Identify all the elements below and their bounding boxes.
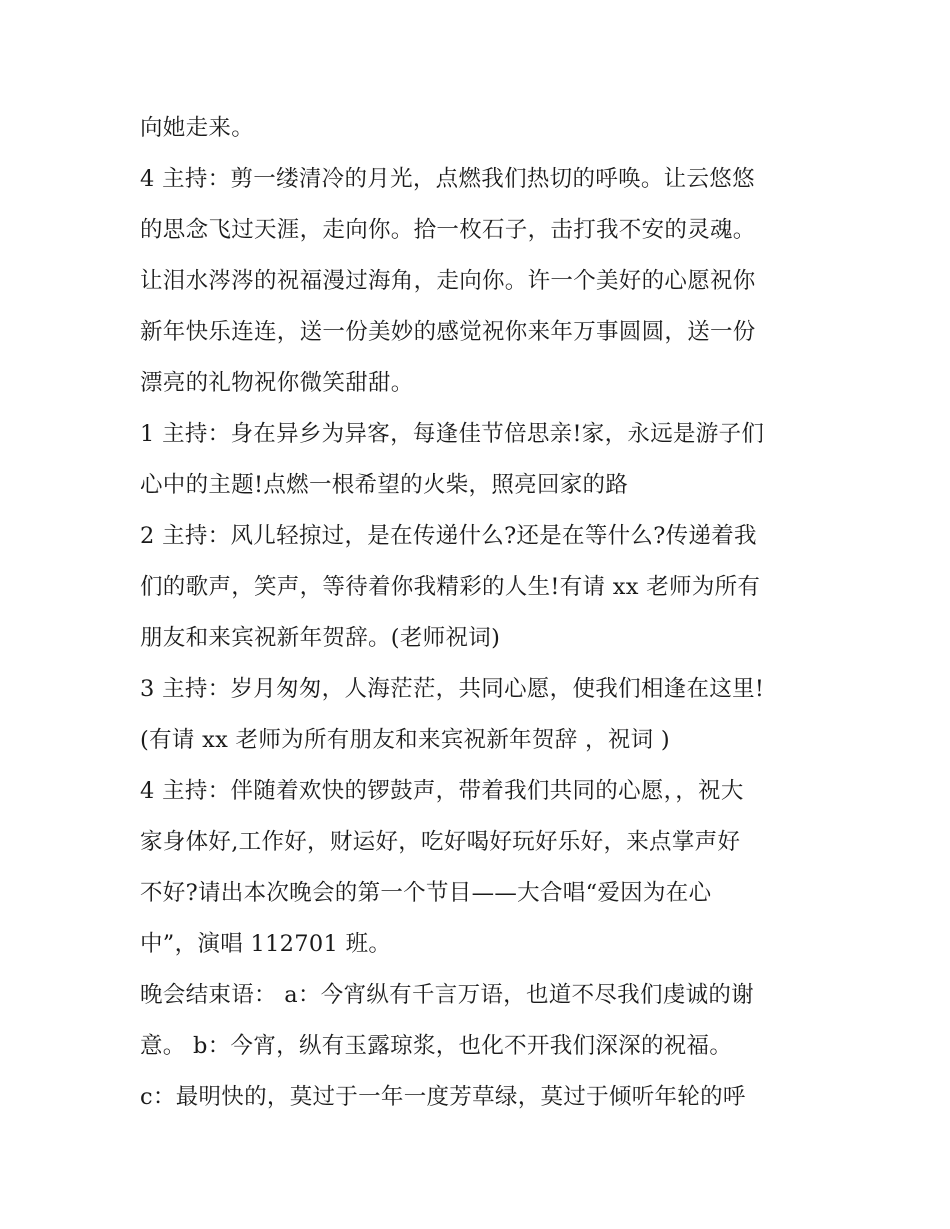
text-line: 4 主持：剪一缕清冷的月光，点燃我们热切的呼唤。让云悠悠 bbox=[140, 166, 755, 192]
text-line: 新年快乐连连，送一份美妙的感觉祝你来年万事圆圆，送一份 bbox=[140, 319, 756, 345]
text-line: 2 主持：风儿轻掠过，是在传递什么?还是在等什么?传递着我 bbox=[140, 523, 757, 549]
text-line: 让泪水涔涔的祝福漫过海角，走向你。许一个美好的心愿祝你 bbox=[140, 268, 756, 294]
document-body bbox=[140, 103, 820, 1123]
text-line: (有请 xx 老师为所有朋友和来宾祝新年贺辞 ，祝词 ) bbox=[140, 727, 670, 753]
text-line: 朋友和来宾祝新年贺辞。(老师祝词) bbox=[140, 625, 501, 651]
text-line: 的思念飞过天涯，走向你。拾一枚石子，击打我不安的灵魂。 bbox=[140, 217, 756, 243]
text-line: 漂亮的礼物祝你微笑甜甜。 bbox=[140, 370, 414, 396]
text-line: 心中的主题!点燃一根希望的火柴，照亮回家的路 bbox=[140, 472, 629, 498]
text-line: 意。 b：今宵，纵有玉露琼浆，也化不开我们深深的祝福。 bbox=[140, 1033, 733, 1059]
text-line: 向她走来。 bbox=[140, 115, 255, 141]
text-line: 不好?请出本次晚会的第一个节目——大合唱“爱因为在心 bbox=[140, 880, 712, 906]
text-line: 中”，演唱 112701 班。 bbox=[140, 931, 392, 957]
text-line: 1 主持：身在异乡为异客，每逢佳节倍思亲!家，永远是游子们 bbox=[140, 421, 765, 447]
text-line: 4 主持：伴随着欢快的锣鼓声，带着我们共同的心愿，，祝大 bbox=[140, 778, 744, 804]
text-line: c：最明快的，莫过于一年一度芳草绿，莫过于倾听年轮的呼 bbox=[140, 1084, 746, 1110]
text-line: 家身体好,工作好，财运好，吃好喝好玩好乐好，来点掌声好 bbox=[140, 829, 741, 855]
text-line: 们的歌声，笑声，等待着你我精彩的人生!有请 xx 老师为所有 bbox=[140, 574, 761, 600]
text-line: 晚会结束语： a：今宵纵有千言万语，也道不尽我们虔诚的谢 bbox=[140, 982, 754, 1008]
text-line: 3 主持：岁月匆匆，人海茫茫，共同心愿，使我们相逢在这里! bbox=[140, 676, 765, 702]
